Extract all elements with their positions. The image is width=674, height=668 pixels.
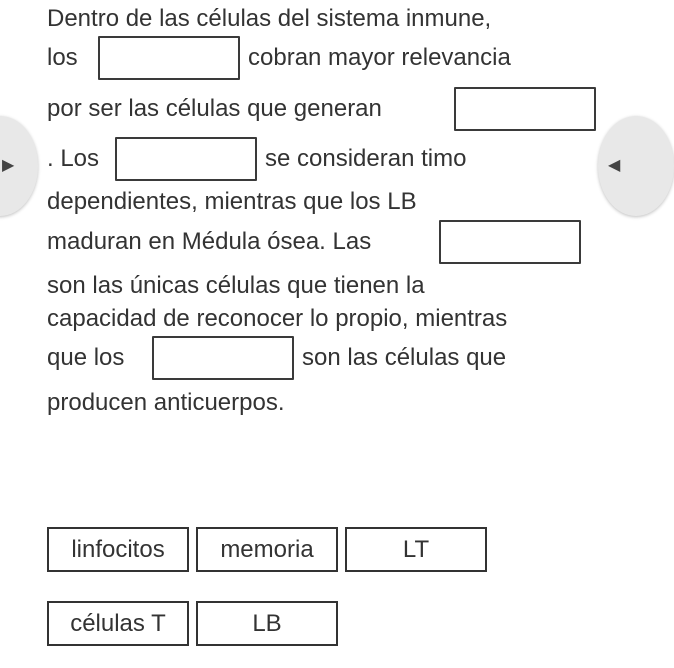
sentence-line-10: producen anticuerpos. [47, 389, 285, 416]
sentence-line-9-start: que los [47, 344, 125, 371]
option-linfocitos[interactable]: linfocitos [47, 527, 189, 572]
drop-blank-1[interactable] [98, 36, 240, 80]
option-celulas-t[interactable]: células T [47, 601, 189, 646]
sentence-line-1: Dentro de las células del sistema inmune, [47, 5, 492, 32]
sentence-line-9-end: son las células que [302, 344, 507, 371]
drop-blank-4[interactable] [439, 220, 581, 264]
drop-blank-3[interactable] [115, 137, 257, 181]
sentence-line-8: capacidad de reconocer lo propio, mientras [47, 305, 508, 332]
sentence-line-7: son las únicas células que tienen la [47, 272, 425, 299]
sentence-line-3-start: por ser las células que generan [47, 95, 382, 122]
chevron-left-icon: ▶ [2, 157, 15, 174]
sentence-line-4-start: . Los [47, 145, 100, 172]
sentence-line-6-start: maduran en Médula ósea. Las [47, 228, 372, 255]
chevron-right-icon: ◀ [608, 157, 621, 174]
sentence-line-5: dependientes, mientras que los LB [47, 188, 417, 215]
drop-blank-2[interactable] [454, 87, 596, 131]
drop-blank-5[interactable] [152, 336, 294, 380]
sentence-line-2-end: cobran mayor relevancia [248, 44, 511, 71]
sentence-line-4-end: se consideran timo [265, 145, 467, 172]
sentence-line-2-start: los [47, 44, 78, 71]
option-lb[interactable]: LB [196, 601, 338, 646]
next-page-button[interactable] [598, 116, 674, 216]
option-lt[interactable]: LT [345, 527, 487, 572]
previous-page-button[interactable] [0, 116, 38, 216]
option-memoria[interactable]: memoria [196, 527, 338, 572]
